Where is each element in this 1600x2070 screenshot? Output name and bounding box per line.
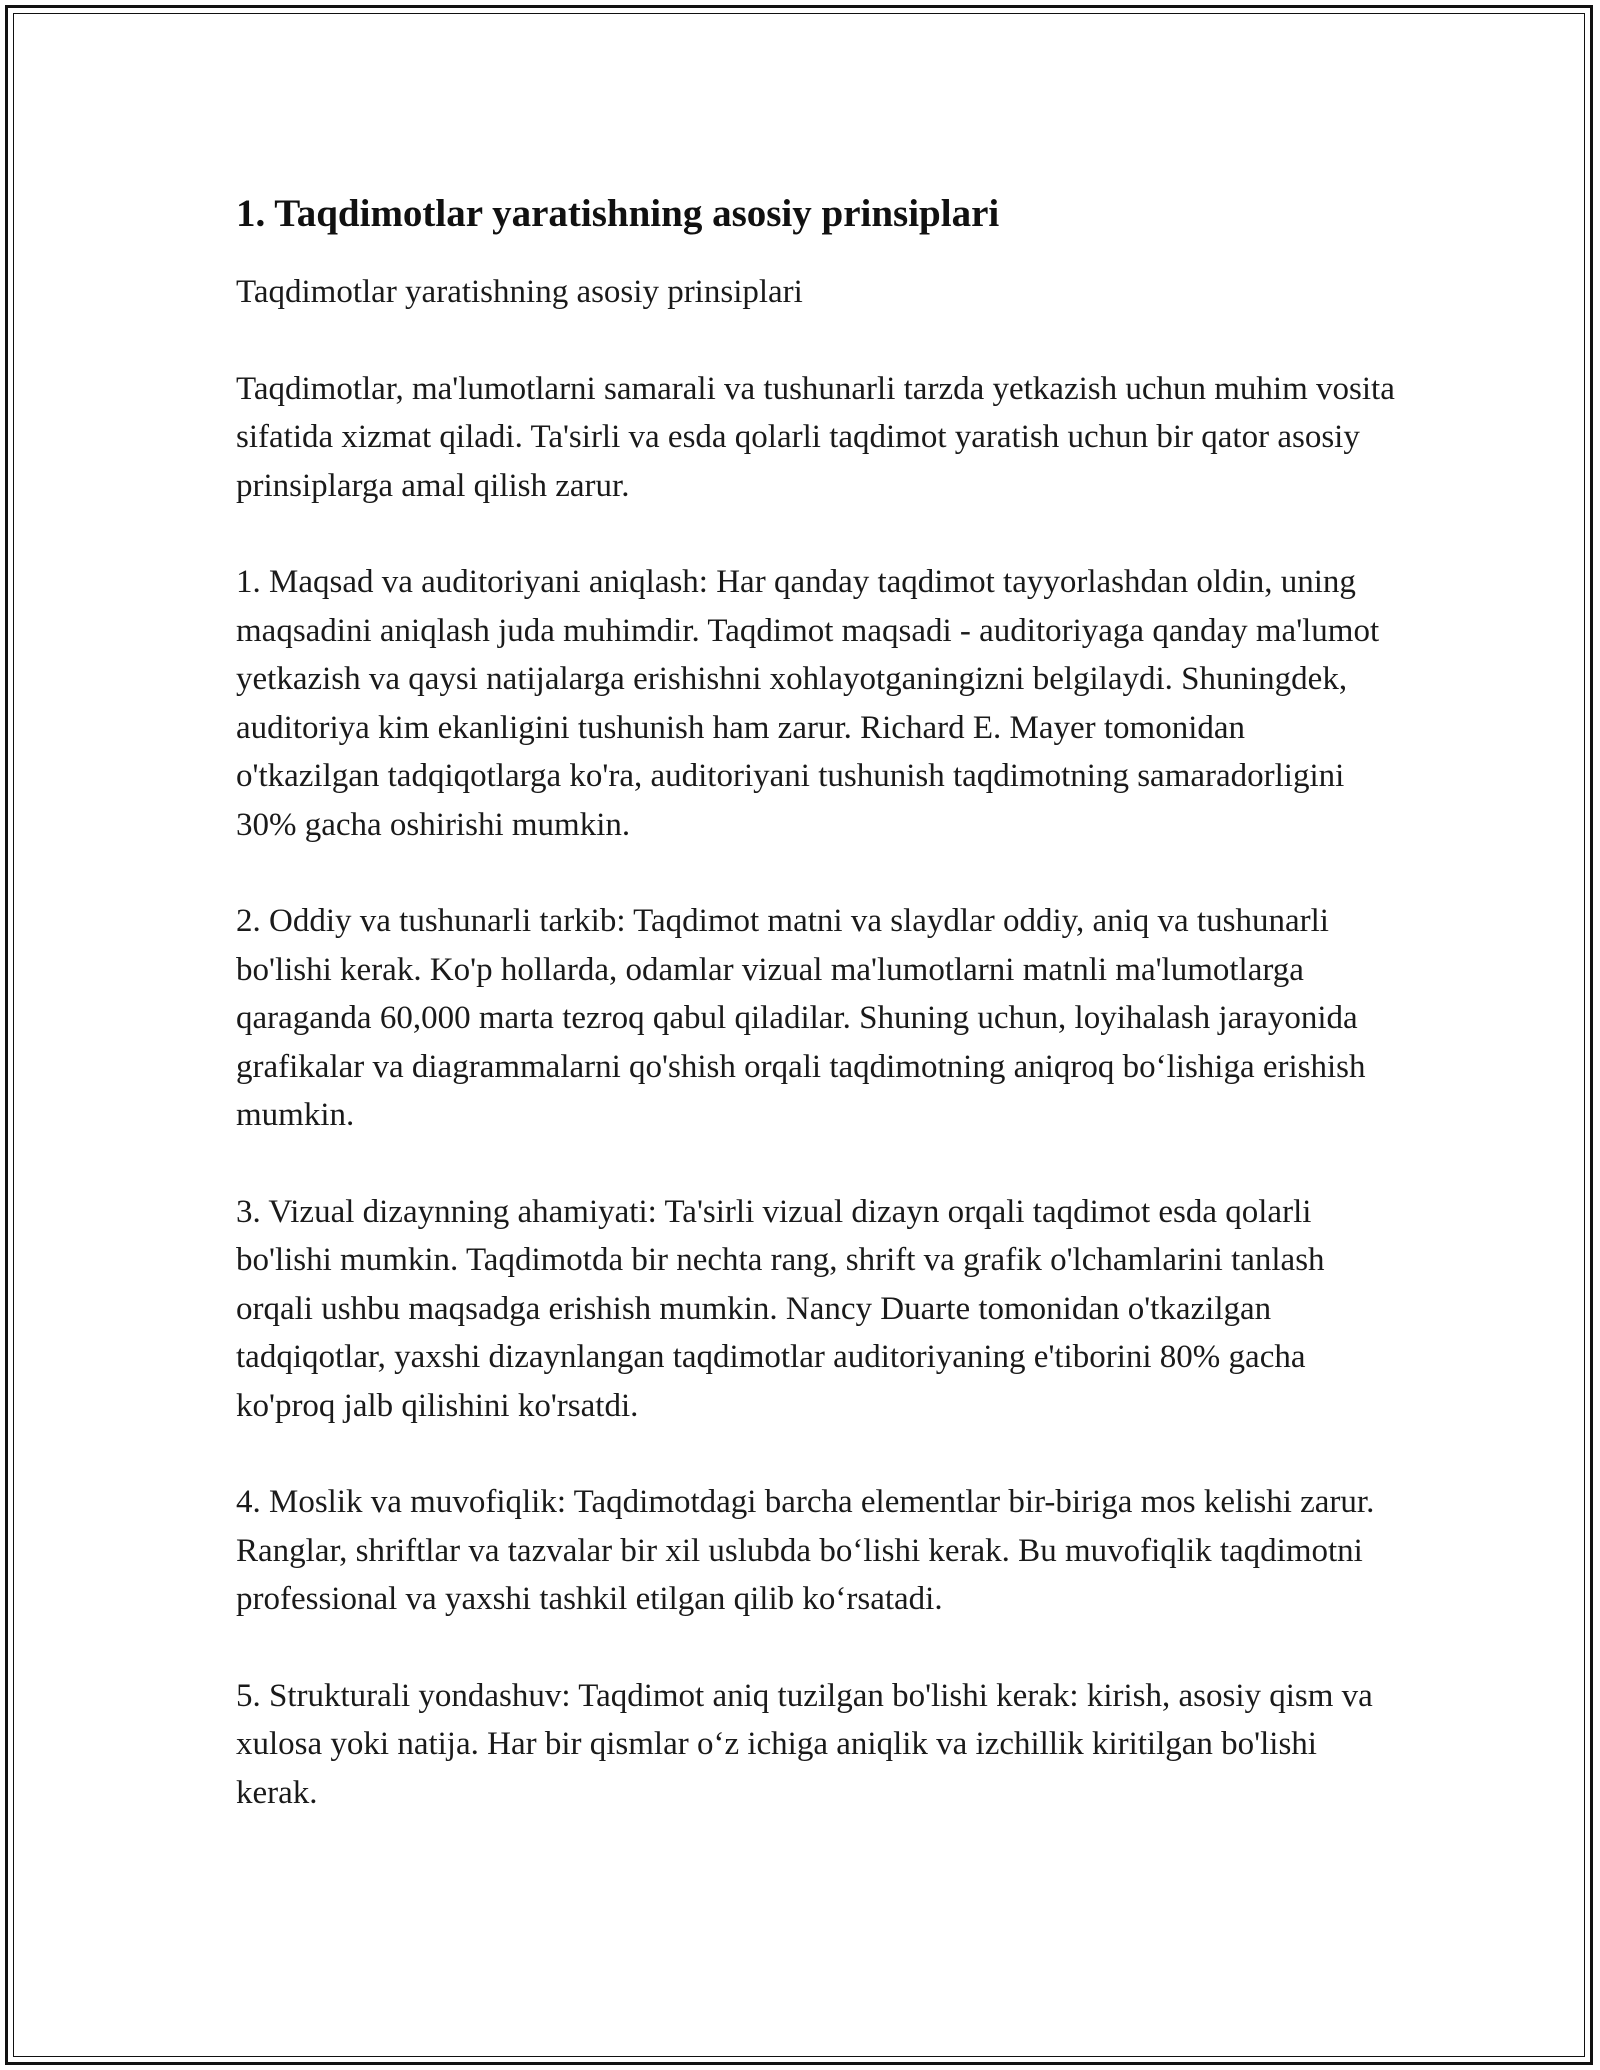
document-body [236, 188, 1396, 1865]
paragraph-simple-content: 2. Oddiy va tushunarli tarkib: Taqdimot matni va slaydlar oddiy, aniq va tushunarli bo'lishi kerak. Ko'p hollarda, odamlar vizual ma'lumotlarni matnli ma'lumotlarga qaraganda 60,000 marta tezroq qabul qiladilar. Shuning uchun, loyihalash jarayonida grafikalar va diagrammalarni qo'shish orqali taqdimotning aniqroq bo‘lishiga erishish mumkin. [236, 903, 1366, 1133]
document-title: 1. Taqdimotlar yaratishning asosiy prinsiplari [236, 192, 1000, 235]
paragraph-visual-design: 3. Vizual dizaynning ahamiyati: Ta'sirli vizual dizayn orqali taqdimot esda qolarli bo'lishi mumkin. Taqdimotda bir nechta rang, shrift va grafik o'lchamlarini tanlash orqali ushbu maqsadga erishish mumkin. Nancy Duarte tomonidan o'tkazilgan tadqiqotlar, yaxshi dizaynlangan taqdimotlar auditoriyaning e'tiborini 80% gacha ko'proq jalb qilishini ko'rsatdi. [236, 1193, 1325, 1424]
paragraph-intro: Taqdimotlar, ma'lumotlarni samarali va tushunarli tarzda yetkazish uchun muhim vosita sifatida xizmat qiladi. Ta'sirli va esda qolarli taqdimot yaratish uchun bir qator asosiy prinsiplarga amal qilish zarur. [236, 370, 1395, 504]
paragraph-consistency: 4. Moslik va muvofiqlik: Taqdimotdagi barcha elementlar bir-biriga mos kelishi zarur. Ranglar, shriftlar va tazvalar bir xil uslubda bo‘lishi kerak. Bu muvofiqlik taqdimotni professional va yaxshi tashkil etilgan qilib ko‘rsatadi. [236, 1484, 1375, 1617]
paragraph-goal-audience: 1. Maqsad va auditoriyani aniqlash: Har qanday taqdimot tayyorlashdan oldin, uning maqsadini aniqlash juda muhimdir. Taqdimot maqsadi - auditoriyaga qanday ma'lumot yetkazish va qaysi natijalarga erishishni xohlayotganingizni belgilaydi. Shuningdek, auditoriya kim ekanligini tushunish ham zarur. Richard E. Mayer tomonidan o'tkazilgan tadqiqotlarga ko'ra, auditoriyani tushunish taqdimotning samaradorligini 30% gacha oshirishi mumkin. [236, 564, 1380, 843]
paragraph-structure: 5. Strukturali yondashuv: Taqdimot aniq tuzilgan bo'lishi kerak: kirish, asosiy qism va xulosa yoki natija. Har bir qismlar o‘z ichiga aniqlik va izchillik kiritilgan bo'lishi kerak. [236, 1677, 1373, 1811]
document-subtitle: Taqdimotlar yaratishning asosiy prinsiplari [236, 274, 803, 310]
